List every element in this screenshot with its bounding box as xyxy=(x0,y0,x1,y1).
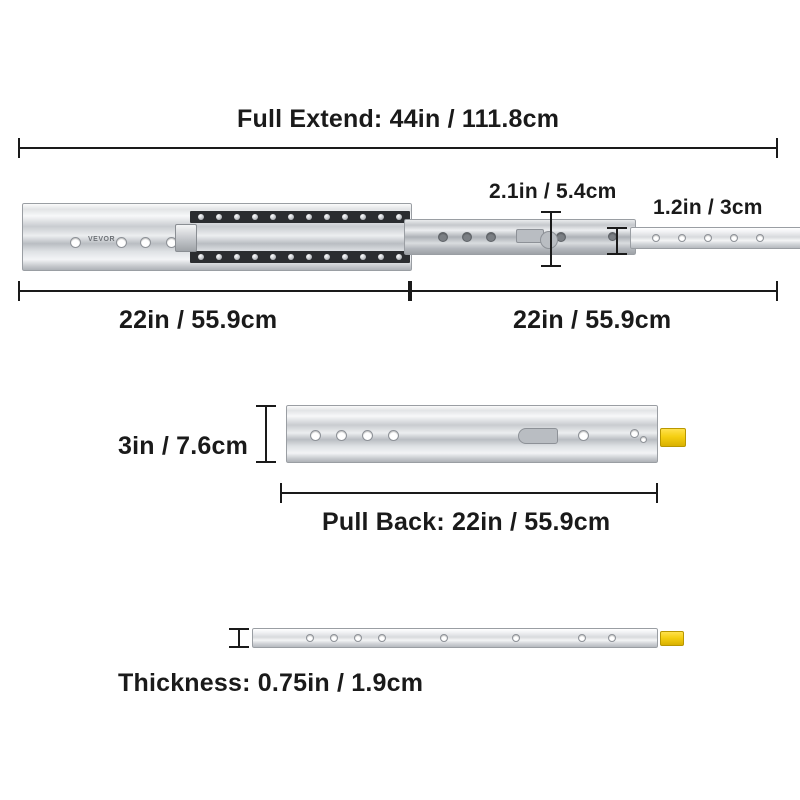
thickness-dimension-line xyxy=(238,628,240,648)
middle-height-label: 2.1in / 5.4cm xyxy=(489,180,617,203)
ball-bearing-strip-bottom xyxy=(190,251,410,263)
bearing-ball xyxy=(252,214,258,220)
left-section-label: 22in / 55.9cm xyxy=(119,306,278,334)
mounting-hole xyxy=(678,234,686,242)
bearing-ball xyxy=(396,214,402,220)
disconnect-lever-slot xyxy=(518,428,558,444)
yellow-release-lever xyxy=(660,631,684,646)
full-extend-dimension-line xyxy=(18,147,778,149)
mounting-hole xyxy=(378,634,386,642)
mounting-hole xyxy=(306,634,314,642)
mounting-hole xyxy=(462,232,472,242)
closed-height-dimension-line xyxy=(265,405,267,463)
retainer-block xyxy=(175,224,197,252)
yellow-release-lever xyxy=(660,428,686,447)
bearing-ball xyxy=(234,254,240,260)
mounting-hole xyxy=(578,634,586,642)
mounting-hole xyxy=(704,234,712,242)
bearing-ball xyxy=(252,254,258,260)
mounting-hole xyxy=(336,430,347,441)
mounting-hole xyxy=(140,237,151,248)
mounting-hole xyxy=(310,430,321,441)
pull-back-label: Pull Back: 22in / 55.9cm xyxy=(322,508,611,536)
thickness-label: Thickness: 0.75in / 1.9cm xyxy=(118,669,424,697)
mounting-hole xyxy=(652,234,660,242)
mounting-hole xyxy=(730,234,738,242)
bearing-ball xyxy=(216,214,222,220)
closed-height-label: 3in / 7.6cm xyxy=(118,432,249,460)
bearing-ball xyxy=(378,214,384,220)
right-section-dimension-line xyxy=(410,290,778,292)
full-extend-label: Full Extend: 44in / 111.8cm xyxy=(237,105,560,133)
mounting-hole xyxy=(438,232,448,242)
bearing-ball xyxy=(306,254,312,260)
bearing-ball xyxy=(270,254,276,260)
bearing-ball xyxy=(198,214,204,220)
left-section-dimension-line xyxy=(18,290,410,292)
mounting-hole xyxy=(640,436,647,443)
bearing-ball xyxy=(342,254,348,260)
mounting-hole xyxy=(578,430,589,441)
mounting-hole xyxy=(756,234,764,242)
mounting-hole xyxy=(354,634,362,642)
bearing-ball xyxy=(360,214,366,220)
mounting-hole xyxy=(512,634,520,642)
mounting-hole xyxy=(70,237,81,248)
inner-height-dimension-line xyxy=(616,227,618,255)
bearing-ball xyxy=(306,214,312,220)
mounting-hole xyxy=(486,232,496,242)
middle-height-dimension-line xyxy=(550,211,552,267)
ball-bearing-strip-top xyxy=(190,211,410,223)
bearing-ball xyxy=(360,254,366,260)
bearing-ball xyxy=(288,254,294,260)
bearing-ball xyxy=(234,214,240,220)
right-section-label: 22in / 55.9cm xyxy=(513,306,672,334)
mounting-hole xyxy=(116,237,127,248)
inner-height-label: 1.2in / 3cm xyxy=(653,196,763,219)
mounting-hole xyxy=(608,634,616,642)
mounting-hole xyxy=(440,634,448,642)
bearing-ball xyxy=(324,214,330,220)
pull-back-dimension-line xyxy=(280,492,658,494)
bearing-ball xyxy=(342,214,348,220)
round-detent xyxy=(540,231,558,249)
bearing-ball xyxy=(270,214,276,220)
brand-logo: VEVOR xyxy=(88,236,116,243)
mounting-hole xyxy=(630,429,639,438)
bearing-ball xyxy=(288,214,294,220)
mounting-hole xyxy=(330,634,338,642)
bearing-ball xyxy=(396,254,402,260)
bearing-ball xyxy=(324,254,330,260)
bearing-ball xyxy=(216,254,222,260)
mounting-hole xyxy=(388,430,399,441)
bearing-ball xyxy=(198,254,204,260)
mounting-hole xyxy=(362,430,373,441)
bearing-ball xyxy=(378,254,384,260)
